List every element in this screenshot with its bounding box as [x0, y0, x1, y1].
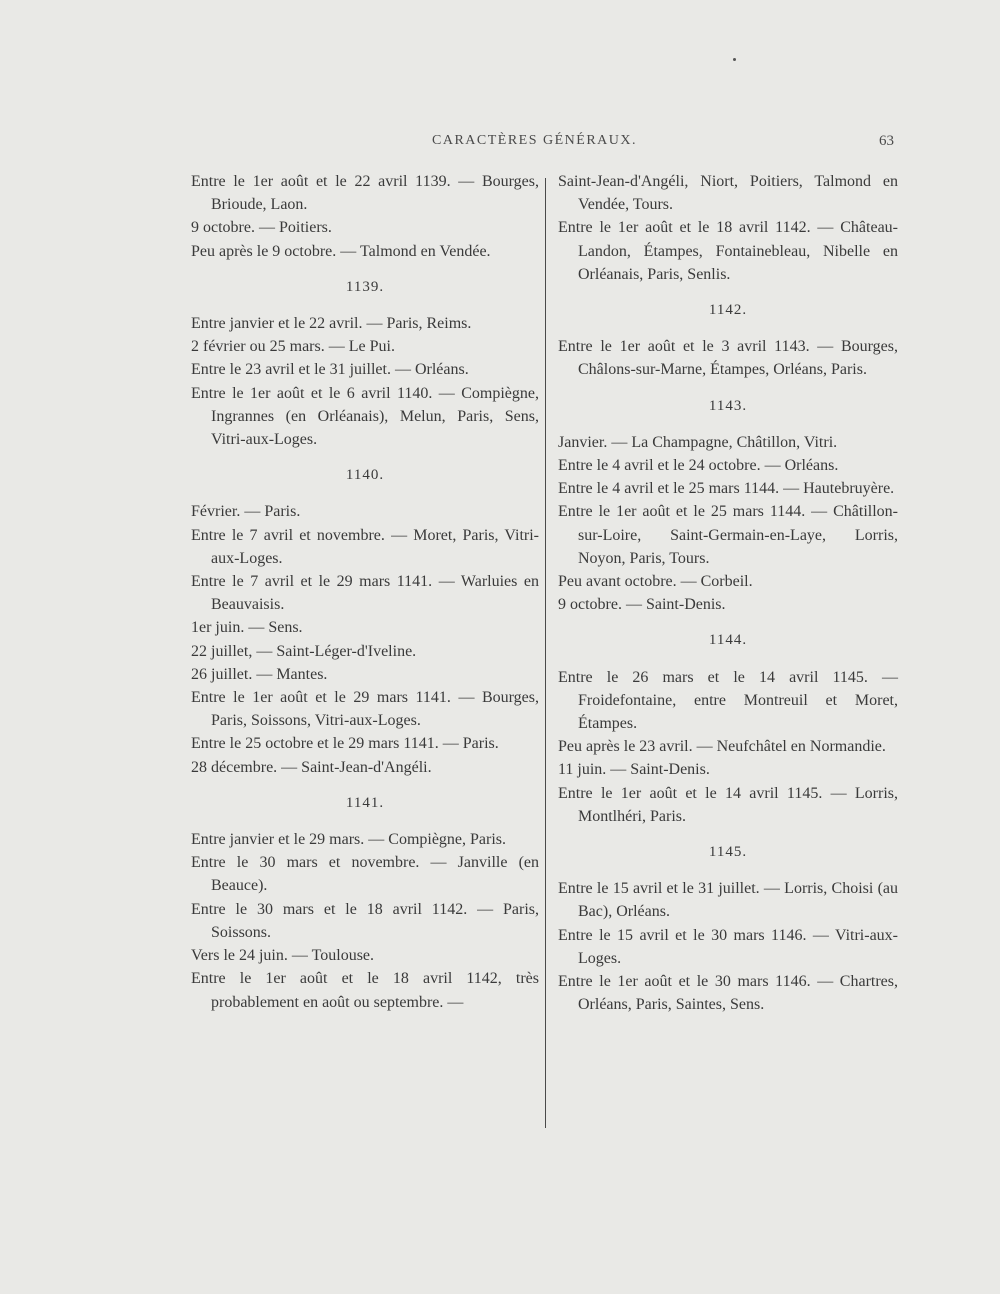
header-title: CARACTÈRES GÉNÉRAUX. [432, 133, 638, 148]
list-item: 28 décembre. — Saint-Jean-d'Angéli. [191, 758, 432, 776]
list-item: Entre le 7 avril et le 29 mars 1141. — Warluies en Beauvaisis. [191, 573, 539, 614]
year-heading: 1145. [708, 844, 748, 861]
list-item: 9 octobre. — Poitiers. [191, 219, 332, 237]
list-item: Entre le 15 avril et le 30 mars 1146. — Vitri-aux-Loges. [558, 926, 898, 967]
list-item: Entre le 1er août et le 25 mars 1144. — Châtillon-sur-Loire, Saint-Germain-en-Laye, Lorris, Noyon, Paris, Tours. [558, 503, 898, 567]
list-item: Entre le 1er août et le 6 avril 1140. — Compiègne, Ingrannes (en Orléanais), Melun, Paris, Sens, Vitri-aux-Loges. [191, 384, 539, 449]
list-item: Entre le 7 avril et novembre. — Moret, Paris, Vitri-aux-Loges. [191, 526, 539, 567]
list-item: Entre le 25 octobre et le 29 mars 1141. — Paris. [191, 735, 499, 753]
right-column [558, 170, 898, 1017]
list-item: Saint-Jean-d'Angéli, Niort, Poitiers, Talmond en Vendée, Tours. [558, 173, 898, 214]
list-item: Entre janvier et le 22 avril. — Paris, Reims. [191, 315, 472, 333]
list-item: Entre janvier et le 29 mars. — Compiègne, Paris. [191, 831, 507, 849]
column-divider [545, 178, 546, 1128]
left-column [191, 170, 539, 1014]
year-heading: 1139. [345, 278, 385, 295]
year-heading: 1140. [345, 467, 385, 484]
list-item: Peu après le 9 octobre. — Talmond en Vendée. [191, 242, 491, 260]
list-item: 1er juin. — Sens. [191, 619, 303, 637]
list-item: 26 juillet. — Mantes. [191, 665, 328, 683]
list-item: Peu après le 23 avril. — Neufchâtel en Normandie. [558, 738, 886, 756]
year-heading: 1142. [708, 302, 748, 319]
list-item: 2 février ou 25 mars. — Le Pui. [191, 338, 395, 356]
list-item: Janvier. — La Champagne, Châtillon, Vitri. [558, 433, 838, 451]
list-item: 9 octobre. — Saint-Denis. [558, 596, 726, 614]
list-item: Entre le 15 avril et le 31 juillet. — Lorris, Choisi (au Bac), Orléans. [558, 880, 898, 921]
page-number: 63 [879, 133, 894, 149]
print-speck [733, 58, 736, 61]
list-item: Entre le 30 mars et novembre. — Janville (en Beauce). [191, 854, 539, 895]
list-item: Février. — Paris. [191, 503, 301, 521]
list-item: Entre le 4 avril et le 25 mars 1144. — Hautebruyère. [558, 480, 895, 498]
list-item: Entre le 1er août et le 29 mars 1141. — Bourges, Paris, Soissons, Vitri-aux-Loges. [191, 689, 539, 730]
list-item: Entre le 1er août et le 18 avril 1142. — Château-Landon, Étampes, Fontainebleau, Nibelle en Orléanais, Paris, Senlis. [558, 219, 898, 283]
year-heading: 1144. [708, 632, 748, 649]
list-item: Entre le 1er août et le 14 avril 1145. — Lorris, Montlhéri, Paris. [558, 784, 898, 825]
running-header [420, 133, 900, 157]
list-item: Entre le 26 mars et le 14 avril 1145. — Froidefontaine, entre Montreuil et Moret, Étampes. [558, 668, 898, 733]
list-item: Entre le 23 avril et le 31 juillet. — Orléans. [191, 361, 469, 379]
list-item: Peu avant octobre. — Corbeil. [558, 573, 753, 591]
list-item: Entre le 4 avril et le 24 octobre. — Orléans. [558, 457, 839, 475]
list-item: Vers le 24 juin. — Toulouse. [191, 947, 375, 965]
list-item: Entre le 1er août et le 22 avril 1139. — Bourges, Brioude, Laon. [191, 173, 539, 214]
list-item: Entre le 1er août et le 3 avril 1143. — Bourges, Châlons-sur-Marne, Étampes, Orléans, Paris. [558, 338, 898, 379]
list-item: Entre le 1er août et le 30 mars 1146. — Chartres, Orléans, Paris, Saintes, Sens. [558, 973, 898, 1014]
year-heading: 1141. [345, 794, 385, 811]
year-heading: 1143. [708, 397, 748, 414]
list-item: Entre le 1er août et le 18 avril 1142, très probablement en août ou septembre. — [191, 970, 539, 1011]
list-item: Entre le 30 mars et le 18 avril 1142. — Paris, Soissons. [191, 900, 539, 941]
list-item: 22 juillet, — Saint-Léger-d'Iveline. [191, 642, 417, 660]
list-item: 11 juin. — Saint-Denis. [558, 761, 710, 779]
